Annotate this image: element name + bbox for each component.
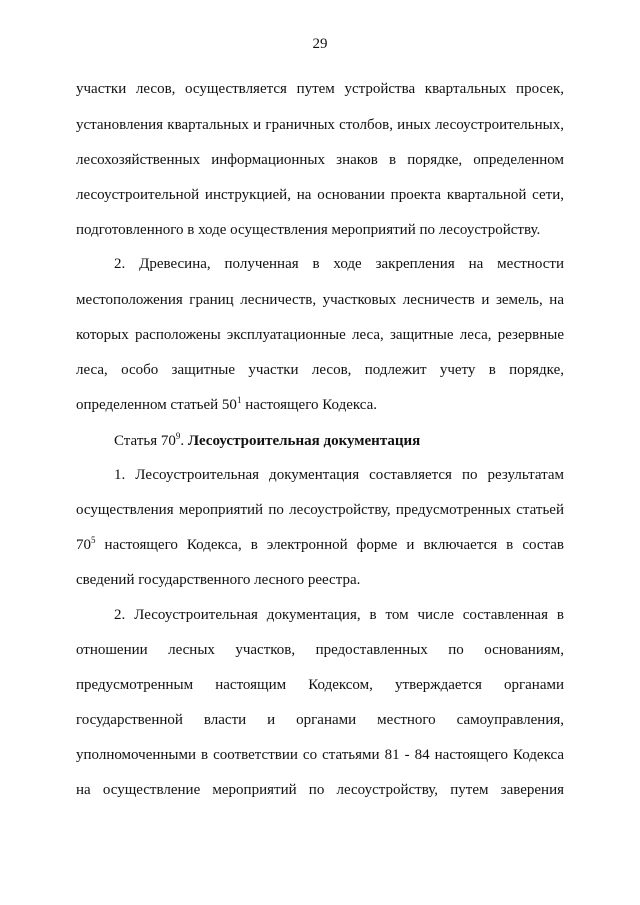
paragraph-4-line: предусмотренным настоящим Кодексом, утверждается органами (76, 677, 564, 693)
paragraph-3-line (76, 535, 564, 555)
paragraph-1-line: подготовленного в ходе осуществления мероприятий по лесоустройству. (76, 222, 541, 238)
paragraph-3-line: осуществления мероприятий по лесоустройству, предусмотренных статьей (76, 502, 564, 518)
paragraph-1-line: установления квартальных и граничных столбов, иных лесоустроительных, (76, 117, 564, 133)
article-superscript: 9 (175, 431, 181, 441)
paragraph-2-line: 2. Древесина, полученная в ходе закрепления на местности (114, 256, 564, 272)
paragraph-1-line: лесоустроительной инструкцией, на основании проекта квартальной сети, (76, 187, 564, 203)
paragraph-2-line: которых расположены эксплуатационные леса, защитные леса, резервные (76, 327, 564, 343)
paragraph-3-line: сведений государственного лесного реестра. (76, 572, 361, 588)
article-separator: . (180, 433, 188, 449)
paragraph-4-line: 2. Лесоустроительная документация, в том числе составленная в (114, 607, 564, 623)
superscript: 5 (91, 535, 96, 545)
paragraph-3-article-num: 70 (76, 537, 91, 553)
page-number: 29 (312, 36, 328, 52)
paragraph-2-line (76, 395, 564, 415)
paragraph-2-line: леса, особо защитные участки лесов, подлежит учету в порядке, (76, 362, 564, 378)
paragraph-2-line: местоположения границ лесничеств, участковых лесничеств и земель, на (76, 292, 564, 308)
paragraph-4-line: отношении лесных участков, предоставленных по основаниям, (76, 642, 564, 658)
paragraph-2-last-after: настоящего Кодекса. (241, 397, 378, 413)
article-prefix: Статья 70 (114, 433, 176, 449)
paragraph-4-line: на осуществление мероприятий по лесоустройству, путем заверения (76, 782, 564, 798)
paragraph-2-last-before: определенном статьей 50 (76, 397, 237, 413)
paragraph-1-line: лесохозяйственных информационных знаков в порядке, определенном (76, 152, 564, 168)
paragraph-3-line: 1. Лесоустроительная документация составляется по результатам (114, 467, 564, 483)
superscript: 1 (236, 395, 242, 405)
article-title: Лесоустроительная документация (187, 433, 421, 449)
paragraph-3-line-rest: настоящего Кодекса, в электронной форме и включается в состав (95, 537, 564, 553)
article-heading (114, 431, 564, 451)
paragraph-1-line: участки лесов, осуществляется путем устройства квартальных просек, (76, 81, 564, 97)
paragraph-4-line: государственной власти и органами местного самоуправления, (76, 712, 564, 728)
paragraph-4-line: уполномоченными в соответствии со статьями 81 - 84 настоящего Кодекса (76, 747, 564, 763)
